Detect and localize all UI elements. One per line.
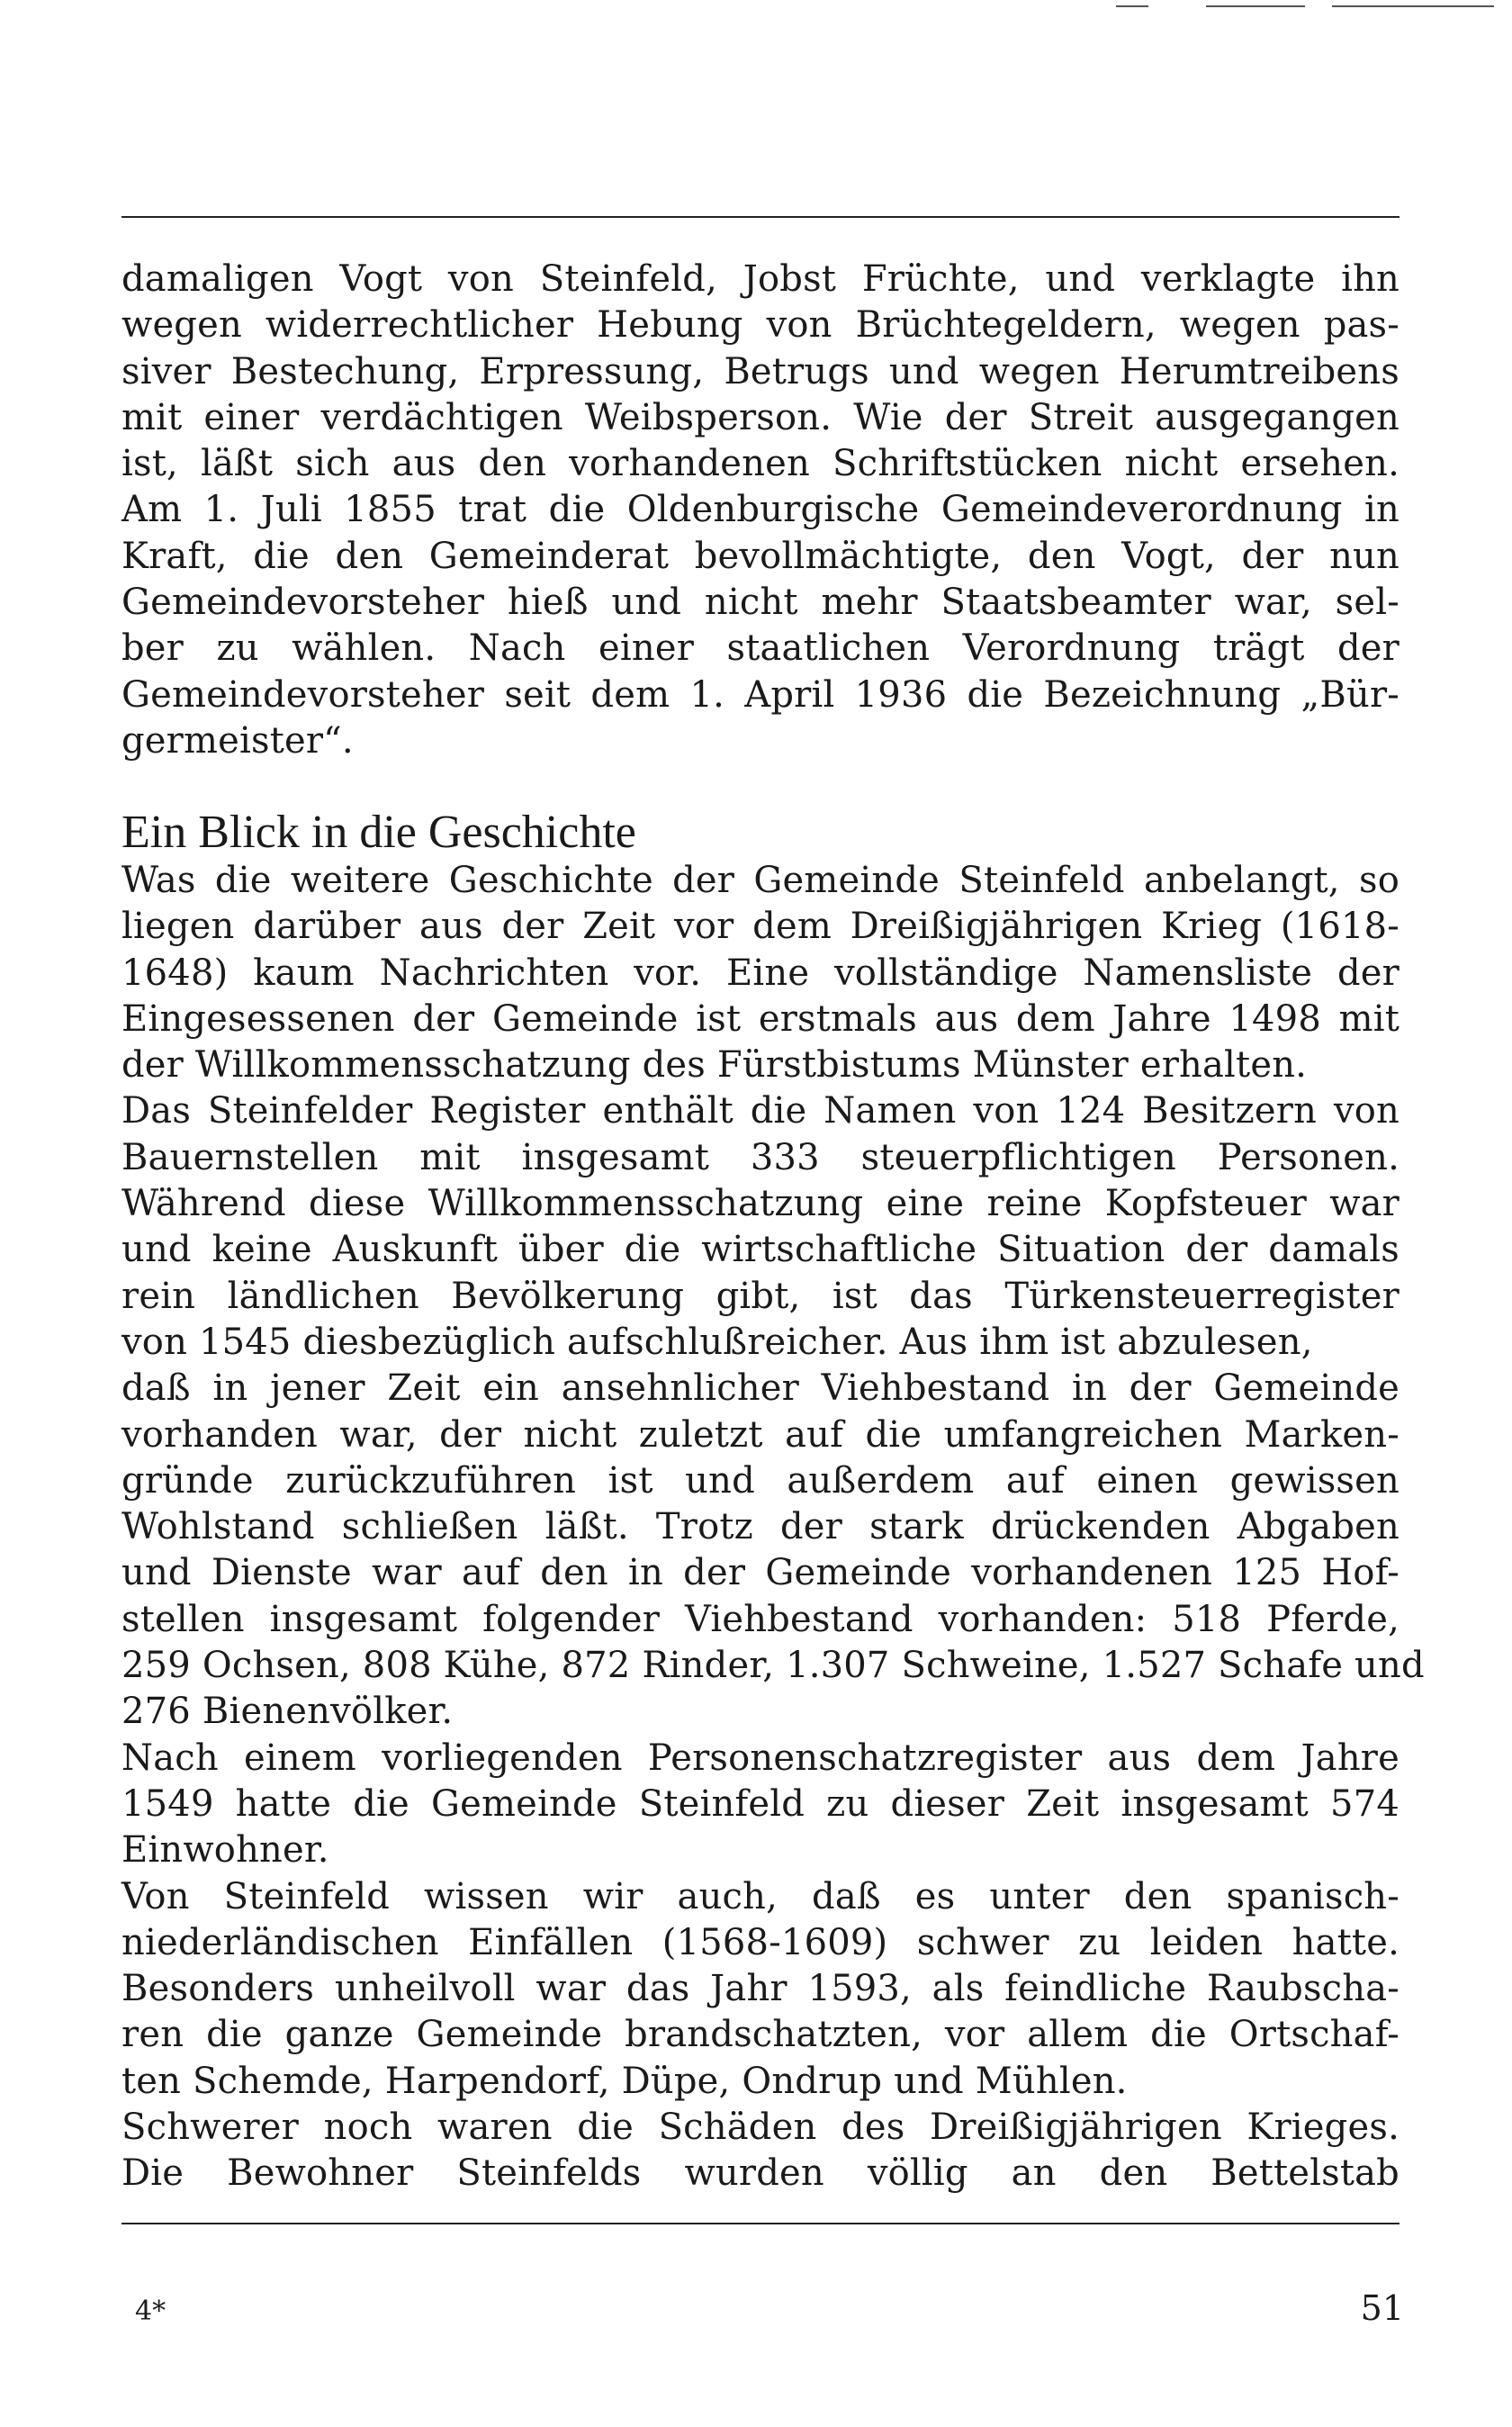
text-line: von 1545 diesbezüglich aufschlußreicher. Aus ihm ist abzulesen, [122, 1321, 1313, 1363]
text-line: ten Schemde, Harpendorf, Düpe, Ondrup und Mühlen. [122, 2060, 1128, 2102]
page-number: 51 [1360, 2288, 1404, 2328]
text-line: damaligen Vogt von Steinfeld, Jobst Früchte, und verklagte ihn [122, 258, 1400, 300]
text-line: Gemeindevorsteher hieß und nicht mehr Staatsbeamter war, sel- [122, 582, 1400, 624]
text-line: Von Steinfeld wissen wir auch, daß es unter den spanisch- [122, 1875, 1400, 1917]
text-line: Bauernstellen mit insgesamt 333 steuerpflichtigen Personen. [122, 1136, 1400, 1178]
text-line: 1549 hatte die Gemeinde Steinfeld zu dieser Zeit insgesamt 574 [122, 1782, 1400, 1825]
text-line: daß in jener Zeit ein ansehnlicher Viehbestand in der Gemeinde [122, 1367, 1400, 1410]
text-line: ren die ganze Gemeinde brandschatzten, vor allem die Ortschaf- [122, 2014, 1400, 2056]
text-line: gründe zurückzuführen ist und außerdem auf einen gewissen [122, 1459, 1400, 1502]
text-line: wegen widerrechtlicher Hebung von Brüchtegeldern, wegen pas- [122, 304, 1400, 347]
text-line: Das Steinfelder Register enthält die Namen von 124 Besitzern von [122, 1090, 1400, 1132]
text-line: germeister“. [122, 719, 354, 762]
text-line: ber zu wählen. Nach einer staatlichen Verordnung trägt der [122, 627, 1400, 670]
text-line: stellen insgesamt folgender Viehbestand vorhanden: 518 Pferde, [122, 1598, 1400, 1640]
text-line: Schwerer noch waren die Schäden des Dreißigjährigen Krieges. [122, 2107, 1400, 2149]
text-line: mit einer verdächtigen Weibsperson. Wie der Streit ausgegangen [122, 396, 1400, 438]
text-line: Eingesessenen der Gemeinde ist erstmals aus dem Jahre 1498 mit [122, 997, 1400, 1040]
text-line: Gemeindevorsteher seit dem 1. April 1936 die Bezeichnung „Bür- [122, 673, 1400, 716]
text-line: vorhanden war, der nicht zuletzt auf die umfangreichen Marken- [122, 1413, 1400, 1456]
text-line: Während diese Willkommensschatzung eine reine Kopfsteuer war [122, 1183, 1400, 1225]
section-heading: Ein Blick in die Geschichte [122, 807, 636, 858]
text-line: Nach einem vorliegenden Personenschatzregister aus dem Jahre [122, 1737, 1400, 1779]
text-line: ist, läßt sich aus den vorhandenen Schriftstücken nicht ersehen. [122, 443, 1400, 485]
text-line: Die Bewohner Steinfelds wurden völlig an den Bettelstab [122, 2152, 1400, 2195]
text-line: Besonders unheilvoll war das Jahr 1593, als feindliche Raubscha- [122, 1968, 1400, 2010]
top-rule [122, 216, 1400, 218]
corner-marks [1116, 5, 1494, 9]
text-line: niederländischen Einfällen (1568-1609) schwer zu leiden hatte. [122, 1921, 1400, 1963]
text-line: 259 Ochsen, 808 Kühe, 872 Rinder, 1.307 Schweine, 1.527 Schafe und [122, 1645, 1425, 1687]
text-line: Einwohner. [122, 1829, 329, 1872]
paragraph-top [122, 257, 1400, 764]
text-line: der Willkommensschatzung des Fürstbistums Münster erhalten. [122, 1044, 1308, 1087]
text-line: Am 1. Juli 1855 trat die Oldenburgische Gemeindeverordnung in [122, 489, 1400, 531]
text-line: Wohlstand schließen läßt. Trotz der stark drückenden Abgaben [122, 1506, 1400, 1548]
text-line: rein ländlichen Bevölkerung gibt, ist das Türkensteuerregister [122, 1275, 1400, 1317]
text-line: und Dienste war auf den in der Gemeinde vorhandenen 125 Hof- [122, 1552, 1400, 1594]
text-line: Was die weitere Geschichte der Gemeinde Steinfeld anbelangt, so [122, 860, 1400, 901]
paragraph-main [122, 858, 1425, 2197]
text-line: 1648) kaum Nachrichten vor. Eine vollständige Namensliste der [122, 952, 1400, 994]
text-line: liegen darüber aus der Zeit vor dem Dreißigjährigen Krieg (1618- [122, 906, 1400, 948]
text-line: siver Bestechung, Erpressung, Betrugs und wegen Herumtreibens [122, 350, 1400, 392]
text-line: 276 Bienenvölker. [122, 1691, 454, 1733]
bottom-rule [122, 2223, 1400, 2224]
text-line: und keine Auskunft über die wirtschaftliche Situation der damals [122, 1229, 1400, 1271]
text-line: Kraft, die den Gemeinderat bevollmächtigte, den Vogt, der nun [122, 535, 1400, 577]
signature-mark: 4* [135, 2296, 166, 2327]
